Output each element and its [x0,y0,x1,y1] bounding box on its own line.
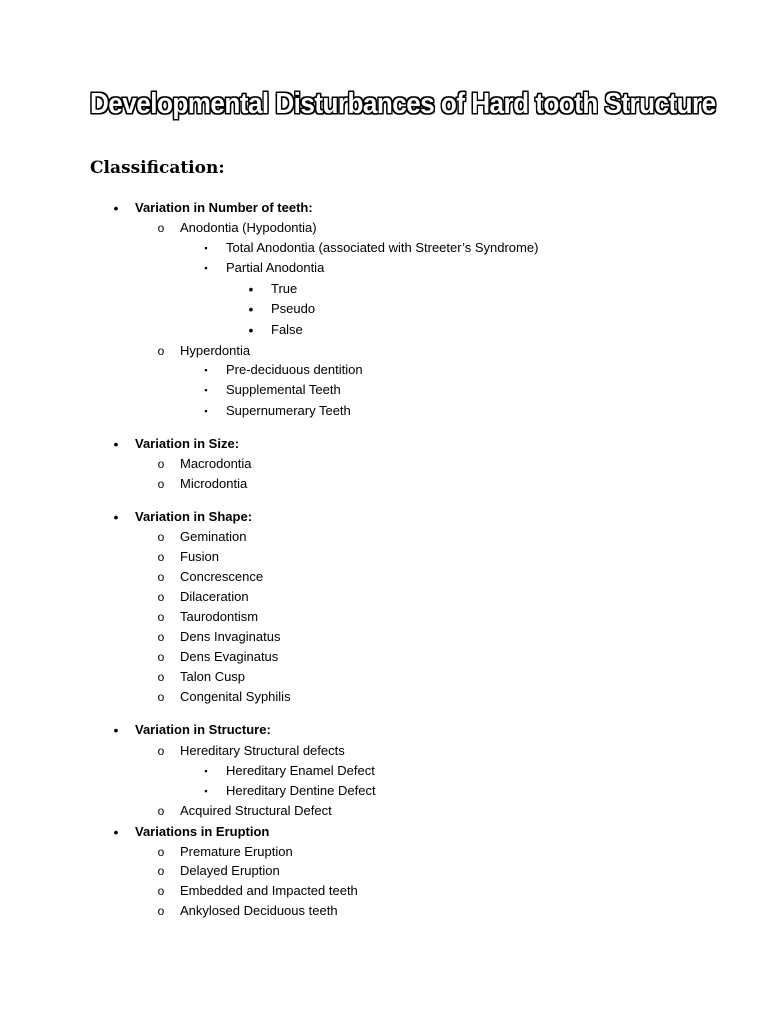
bullet-marker: ▪ [204,766,208,776]
outline-item-text: Congenital Syphilis [180,689,291,704]
outline-item-text: Hereditary Structural defects [180,743,345,758]
outline-item-text: Anodontia (Hypodontia) [180,220,317,235]
outline-item-text: Variation in Number of teeth: [135,200,313,215]
bullet-marker: o [157,690,165,704]
outline-item-text: Acquired Structural Defect [180,803,332,818]
bullet-marker: • [248,281,254,297]
bullet-marker: • [113,200,119,216]
outline-item-text: Dens Evaginatus [180,649,279,664]
outline-item-text: False [271,322,303,337]
outline-item-text: Ankylosed Deciduous teeth [180,903,338,918]
outline-item-text: Macrodontia [180,456,252,471]
outline-item-text: Delayed Eruption [180,863,280,878]
outline-item-text: Total Anodontia (associated with Streeter’s Syndrome) [226,240,539,255]
outline-item-text: Partial Anodontia [226,260,325,275]
bullet-marker: ▪ [204,786,208,796]
outline-item-text: Variation in Size: [135,436,240,451]
bullet-marker: • [113,824,119,840]
bullet-marker: ▪ [204,406,208,416]
outline-item-text: True [271,281,298,296]
outline-item-text: Pseudo [271,301,316,316]
outline-item-text: Concrescence [180,569,264,584]
outline-item-text: Hereditary Enamel Defect [226,763,375,778]
bullet-marker: o [157,904,165,918]
bullet-marker: o [157,610,165,624]
bullet-marker: o [157,344,165,358]
outline-item-text: Supplemental Teeth [226,382,341,397]
outline-item-text: Embedded and Impacted teeth [180,883,358,898]
bullet-marker: • [113,509,119,525]
outline-item-text: Supernumerary Teeth [226,403,351,418]
outline-item-text: Variations in Eruption [135,824,270,839]
bullet-marker: o [157,744,165,758]
bullet-marker: o [157,630,165,644]
bullet-marker: • [113,436,119,452]
bullet-marker: ▪ [204,243,208,253]
bullet-marker: o [157,221,165,235]
bullet-marker: o [157,550,165,564]
outline-item-text: Dens Invaginatus [180,629,281,644]
bullet-marker: o [157,670,165,684]
bullet-marker: • [248,301,254,317]
bullet-marker: o [157,590,165,604]
bullet-marker: ▪ [204,263,208,273]
bullet-marker: o [157,884,165,898]
outline-item-text: Fusion [180,549,220,564]
outline-item-text: Talon Cusp [180,669,246,684]
bullet-marker: • [113,722,119,738]
outline-item-text: Pre-deciduous dentition [226,362,363,377]
bullet-marker: o [157,457,165,471]
bullet-marker: ▪ [204,365,208,375]
bullet-marker: ▪ [204,385,208,395]
outline-item-text: Variation in Structure: [135,722,271,737]
bullet-marker: o [157,477,165,491]
outline-item-text: Hereditary Dentine Defect [226,783,376,798]
bullet-marker: o [157,650,165,664]
outline-item-text: Variation in Shape: [135,509,253,524]
document-title: Developmental Disturbances of Hard tooth Structure [90,88,716,120]
bullet-marker: o [157,530,165,544]
outline-item-text: Hyperdontia [180,343,251,358]
bullet-marker: o [157,864,165,878]
bullet-marker: o [157,570,165,584]
outline-item-text: Gemination [180,529,247,544]
section-heading: Classification: [90,158,225,178]
outline-item-text: Premature Eruption [180,844,293,859]
outline-item-text: Microdontia [180,476,248,491]
bullet-marker: • [248,322,254,338]
outline-item-text: Taurodontism [180,609,259,624]
bullet-marker: o [157,804,165,818]
outline-item-text: Dilaceration [180,589,249,604]
bullet-marker: o [157,845,165,859]
